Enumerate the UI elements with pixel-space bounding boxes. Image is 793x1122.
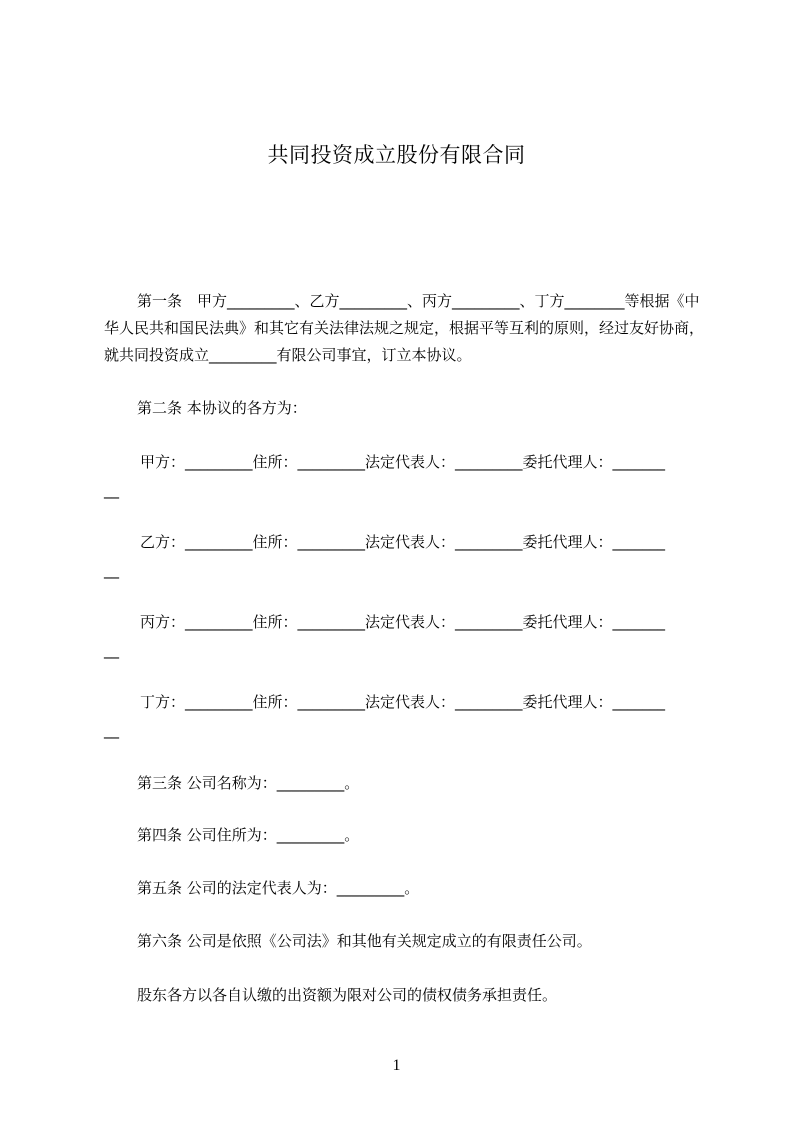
- party-a-line: 甲方：_________住所：_________法定代表人：_________委托代理人：_______: [140, 453, 666, 471]
- article-2: 第二条 本协议的各方为：: [137, 399, 307, 417]
- page-number: 1: [392, 1057, 401, 1074]
- article-1: 第一条 甲方_________、乙方_________、丙方_________、丁方________等根据《中华人民共和国民法典》和其它有关法律法规之规定，根据平等互利的原则，经过友好协商，就共同投资成立_________有限公司事宜，订立本协议。: [104, 292, 705, 364]
- article-6: 第六条 公司是依照《公司法》和其他有关规定成立的有限责任公司。: [137, 932, 592, 950]
- party-c-line: 丙方：_________住所：_________法定代表人：_________委托代理人：_______: [140, 613, 666, 631]
- party-d-line: 丁方：_________住所：_________法定代表人：_________委托代理人：_______: [140, 693, 666, 711]
- party-b-line: 乙方：_________住所：_________法定代表人：_________委托代理人：_______: [140, 533, 666, 551]
- party-b-tail: __: [104, 561, 119, 579]
- party-c-tail: __: [104, 641, 119, 659]
- article-4: 第四条 公司住所为：_________。: [137, 826, 360, 844]
- document-title: 共同投资成立股份有限合同: [267, 143, 526, 167]
- article-3: 第三条 公司名称为：_________。: [137, 774, 360, 792]
- article-5: 第五条 公司的法定代表人为：_________。: [137, 879, 420, 897]
- shareholder-liability: 股东各方以各自认缴的出资额为限对公司的债权债务承担责任。: [137, 986, 558, 1004]
- party-d-tail: __: [104, 721, 119, 739]
- party-a-tail: __: [104, 481, 119, 499]
